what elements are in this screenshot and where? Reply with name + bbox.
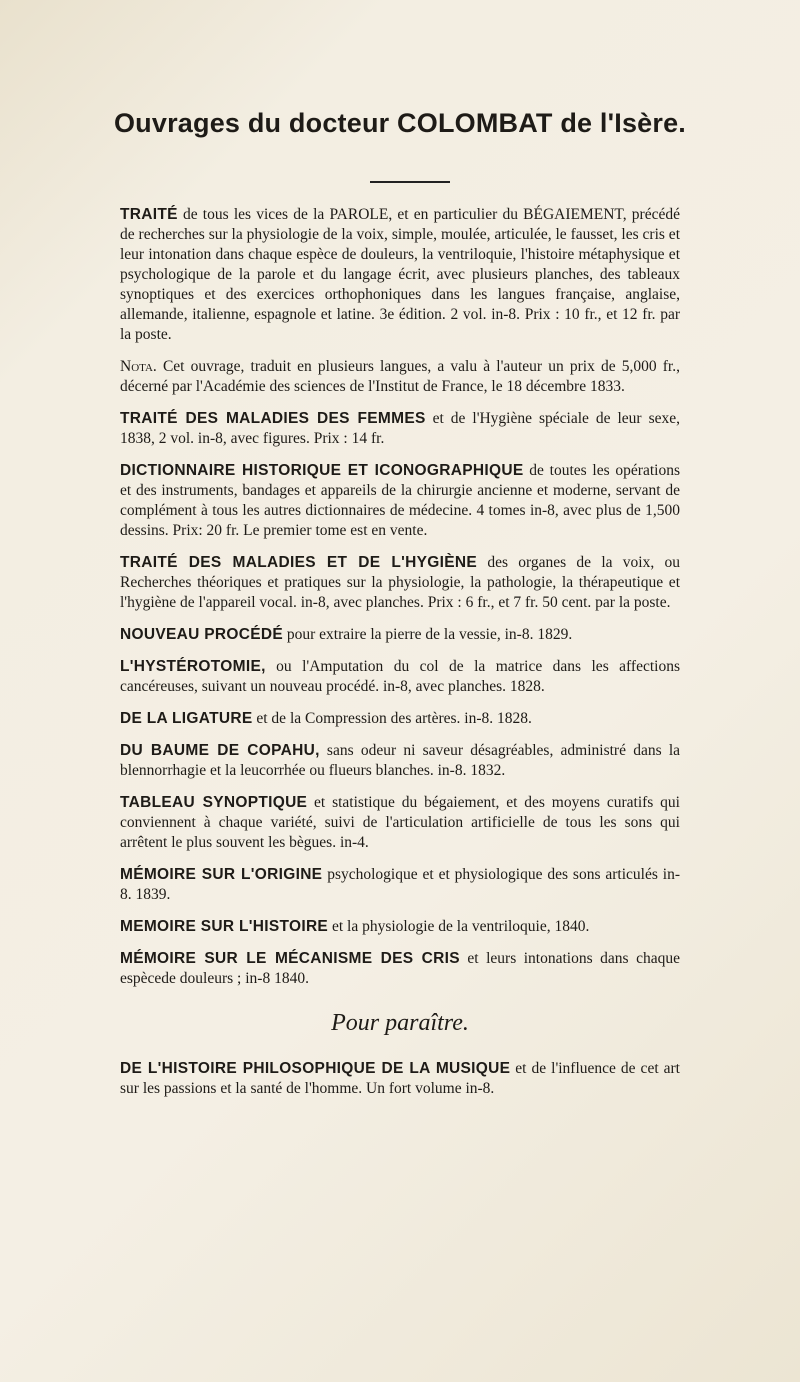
- entry-title: L'HYSTÉROTOMIE,: [120, 658, 266, 675]
- entry-hysterotomie: [120, 657, 680, 697]
- entry-title: MEMOIRE SUR L'HISTOIRE: [120, 918, 329, 935]
- entry-memoire-cris: [120, 949, 680, 989]
- entry-title: MÉMOIRE SUR LE MÉCANISME DES CRIS: [120, 950, 460, 967]
- entry-text: Cet ouvrage, traduit en plusieurs langues, a valu à l'auteur un prix de 5,000 fr., décerné par l'Académie des sciences de l'Institut de France, le 18 décembre 1833.: [120, 358, 680, 395]
- entry-baume-copahu: [120, 741, 680, 781]
- entry-text: de tous les vices de la PAROLE, et en particulier du BÉGAIEMENT, précédé de recherches sur la physiologie de la voix, simple, moulée, articulée, le fausset, les cris et leur intonation dans chaque espèce de douleurs, la ventriloquie, l'histoire métaphysique et psychologique de la parole et du langage écrit, avec plusieurs planches, des tableaux synoptiques et des exercices orthophoniques dans les langues française, anglaise, allemande, italienne, espagnole et latine. 3e édition. 2 vol. in-8. Prix : 10 fr., et 12 fr. par la poste.: [120, 206, 680, 343]
- entry-text: et de la Compression des artères. in-8. 1828.: [252, 710, 532, 727]
- entry-maladies-femmes: [120, 409, 680, 449]
- pour-paraitre-heading: Pour paraître.: [331, 1010, 469, 1036]
- entry-title: NOUVEAU PROCÉDÉ: [120, 626, 283, 643]
- entry-memoire-origine: [120, 865, 680, 905]
- entry-text: et statistique du bégaiement, et des moyens curatifs qui conviennent à chaque variété, suivi de l'articulation artificielle de tous les sons qui arrêtent le plus souvent les bègues. in-4.: [120, 794, 680, 851]
- catalog-list: [120, 205, 680, 1111]
- entry-title: MÉMOIRE SUR L'ORIGINE: [120, 866, 323, 883]
- entry-traite-parole: [120, 205, 680, 345]
- entry-dictionnaire: [120, 461, 680, 541]
- entry-histoire-musique: [120, 1059, 680, 1099]
- entry-title: Nota.: [120, 358, 157, 375]
- entry-nouveau-procede: [120, 625, 680, 645]
- entry-title: DICTIONNAIRE HISTORIQUE ET ICONOGRAPHIQUE: [120, 462, 524, 479]
- title-rule: [370, 181, 450, 183]
- entry-title: DU BAUME DE COPAHU,: [120, 742, 320, 759]
- entry-text: sans odeur ni saveur désagréables, administré dans la blennorrhagie et la leucorrhée ou flueurs blanches. in-8. 1832.: [120, 742, 680, 779]
- entry-title: TRAITÉ DES MALADIES ET DE L'HYGIÈNE: [120, 554, 478, 571]
- entry-traite-hygiene: [120, 553, 680, 613]
- entry-text: et de l'Hygiène spéciale de leur sexe, 1838, 2 vol. in-8, avec figures. Prix : 14 fr.: [120, 410, 680, 447]
- entry-title: DE LA LIGATURE: [120, 710, 253, 727]
- entry-memoire-histoire: [120, 917, 680, 937]
- entry-nota: [120, 357, 680, 397]
- entry-title: TABLEAU SYNOPTIQUE: [120, 794, 308, 811]
- page-title: Ouvrages du docteur COLOMBAT de l'Isère.: [113, 108, 687, 138]
- entry-text: pour extraire la pierre de la vessie, in-8. 1829.: [282, 626, 573, 643]
- entry-title: TRAITÉ: [120, 206, 178, 223]
- entry-title: TRAITÉ DES MALADIES DES FEMMES: [120, 410, 426, 427]
- entry-tableau-synoptique: [120, 793, 680, 853]
- entry-text: de toutes les opérations et des instruments, bandages et appareils de la chirurgie ancienne et moderne, servant de complément à tous les autres dictionnaires de médecine. 4 tomes in-8, avec plus de 1,500 dessins. Prix: 20 fr. Le premier tome est en vente.: [120, 462, 680, 539]
- entry-ligature: [120, 709, 680, 729]
- entry-title: DE L'HISTOIRE PHILOSOPHIQUE DE LA MUSIQUE: [120, 1060, 511, 1077]
- entry-text: et leurs intonations dans chaque espècede douleurs ; in-8 1840.: [120, 950, 680, 987]
- entry-text: des organes de la voix, ou Recherches théoriques et pratiques sur la physiologie, la pathologie, la thérapeutique et l'hygiène de l'appareil vocal. in-8, avec planches. Prix : 6 fr., et 7 fr. 50 cent. par la poste.: [120, 554, 680, 611]
- entry-text: ou l'Amputation du col de la matrice dans les affections cancéreuses, suivant un nouveau procédé. in-8, avec planches. 1828.: [120, 658, 680, 695]
- entry-text: psychologique et et physiologique des sons articulés in-8. 1839.: [120, 866, 680, 903]
- entry-text: et la physiologie de la ventriloquie, 1840.: [328, 918, 590, 935]
- entry-text: et de l'influence de cet art sur les passions et la santé de l'homme. Un fort volume in-8.: [120, 1060, 680, 1097]
